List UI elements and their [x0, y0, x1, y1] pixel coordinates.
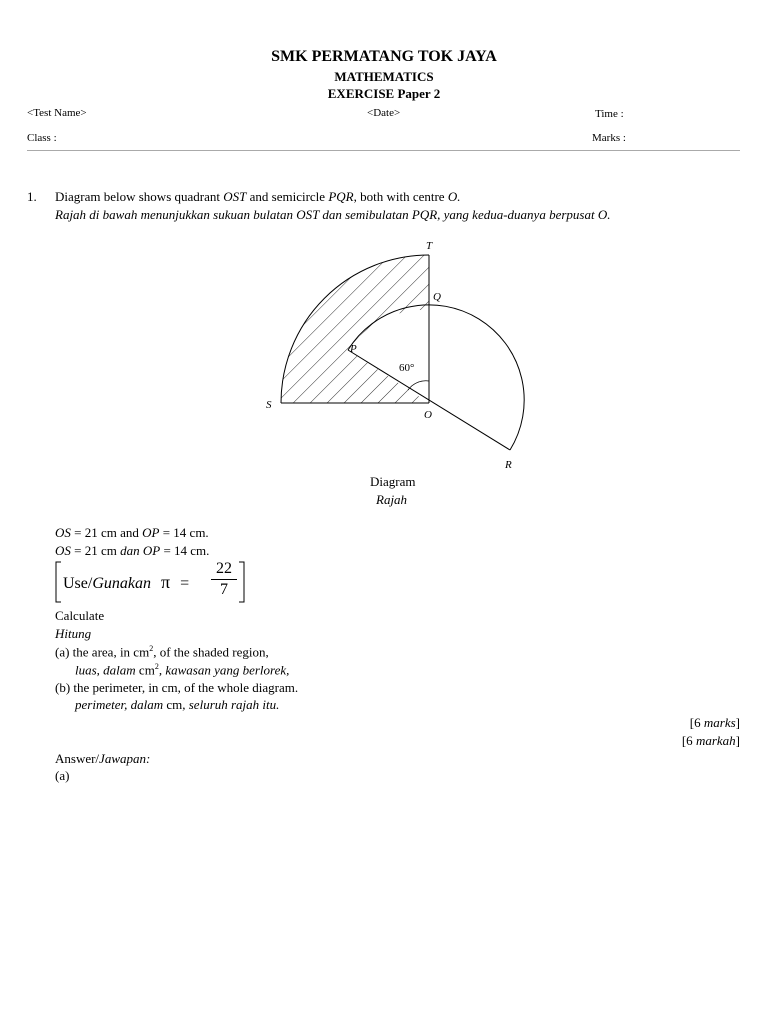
calculate-en: Calculate — [55, 608, 105, 623]
class-label: Class : — [27, 132, 57, 144]
label-o: O — [424, 409, 432, 421]
pi-fraction: 22 7 — [211, 560, 237, 599]
header-divider — [27, 150, 740, 151]
part-a-my: luas, dalam $cm^2$, kawasan yang berlorek, — [75, 662, 290, 678]
label-angle: 60° — [399, 362, 415, 374]
calculate-my: Hitung — [55, 626, 92, 641]
diagram-caption-my: Rajah — [376, 492, 408, 507]
part-b-my: perimeter, dalam cm, seluruh rajah itu. — [75, 697, 280, 712]
question-intro-my: Rajah di bawah menunjukkan sukuan bulatan OST dan semibulatan PQR, yang kedua-duanya berpusat O. — [55, 207, 611, 222]
diagram-caption-en: Diagram — [370, 474, 416, 489]
question-intro-en: Diagram below shows quadrant OST and semicircle PQR, both with centre O. — [55, 189, 461, 204]
date-field: <Date> — [367, 107, 401, 119]
marks-label: Marks : — [592, 132, 626, 144]
label-s: S — [266, 399, 272, 411]
given-my: OS = 21 cm dan OP = 14 cm. — [55, 543, 210, 558]
test-name-field: <Test Name> — [27, 107, 87, 119]
shaded-region — [281, 255, 429, 403]
marks-my: [6 markah] — [681, 733, 740, 748]
answer-part-a: (a) — [55, 768, 70, 783]
marks-en: [6 marks] — [689, 715, 740, 730]
question-number: 1. — [27, 189, 37, 204]
use-pi-text: Use/Gunakan π = — [63, 572, 190, 592]
part-b-en: (b) the perimeter, in cm, of the whole diagram. — [55, 680, 299, 695]
label-t: T — [426, 240, 433, 252]
time-label: Time : — [595, 108, 624, 120]
given-en: OS = 21 cm and OP = 14 cm. — [55, 525, 209, 540]
subject-title: MATHEMATICS — [334, 69, 434, 84]
label-q: Q — [433, 291, 441, 303]
part-a-en: (a) the area, in $cm^2$, of the shaded region, — [55, 644, 269, 660]
answer-label: Answer/Jawapan: — [55, 751, 151, 766]
geometry-diagram — [255, 235, 545, 475]
label-r: R — [505, 459, 512, 471]
school-name: SMK PERMATANG TOK JAYA — [271, 48, 497, 65]
label-p: P — [350, 343, 357, 355]
paper-title: EXERCISE Paper 2 — [327, 86, 441, 101]
